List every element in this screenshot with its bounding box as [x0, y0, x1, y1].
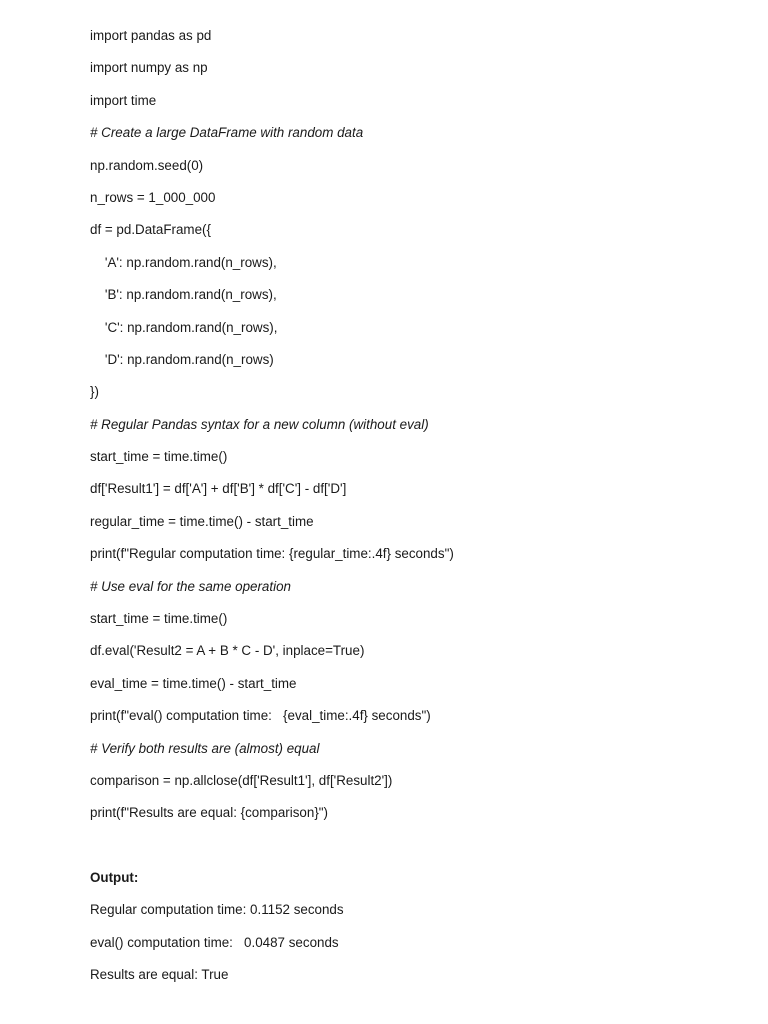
code-line: start_time = time.time() — [90, 611, 228, 627]
code-line: print(f"Results are equal: {comparison}") — [90, 805, 329, 821]
code-line: eval_time = time.time() - start_time — [90, 675, 297, 691]
code-line: import pandas as pd — [90, 28, 212, 43]
code-line: start_time = time.time() — [90, 449, 228, 465]
code-line: print(f"Regular computation time: {regular_time:.4f} seconds") — [90, 546, 454, 562]
output-line: Regular computation time: 0.1152 seconds — [90, 902, 344, 918]
output-line: eval() computation time: 0.0487 seconds — [90, 934, 339, 950]
code-comment-line: # Verify both results are (almost) equal — [90, 740, 320, 756]
code-line: regular_time = time.time() - start_time — [90, 513, 314, 529]
code-line: df['Result1'] = df['A'] + df['B'] * df['C'] - df['D'] — [90, 481, 347, 497]
code-line: np.random.seed(0) — [90, 157, 204, 173]
code-block — [90, 26, 730, 836]
code-line: import numpy as np — [90, 60, 208, 76]
code-line: print(f"eval() computation time: {eval_time:.4f} seconds") — [90, 708, 431, 724]
code-line: 'D': np.random.rand(n_rows) — [90, 351, 274, 367]
blank-spacer — [90, 836, 730, 868]
code-comment-line: # Use eval for the same operation — [90, 578, 291, 594]
output-label: Output: — [90, 869, 139, 885]
code-line: 'A': np.random.rand(n_rows), — [90, 254, 277, 270]
code-comment-line: # Create a large DataFrame with random data — [90, 125, 364, 141]
code-line: comparison = np.allclose(df['Result1'], df['Result2']) — [90, 772, 393, 788]
code-line: 'C': np.random.rand(n_rows), — [90, 319, 278, 335]
code-line: df = pd.DataFrame({ — [90, 222, 211, 238]
code-line: }) — [90, 384, 99, 400]
code-line: df.eval('Result2 = A + B * C - D', inplace=True) — [90, 643, 365, 659]
code-line: import time — [90, 92, 157, 108]
code-line: 'B': np.random.rand(n_rows), — [90, 287, 277, 303]
document-content — [90, 26, 730, 997]
output-line: Results are equal: True — [90, 966, 229, 982]
code-comment-line: # Regular Pandas syntax for a new column (without eval) — [90, 416, 429, 432]
output-block — [90, 900, 730, 997]
code-line: n_rows = 1_000_000 — [90, 189, 216, 205]
